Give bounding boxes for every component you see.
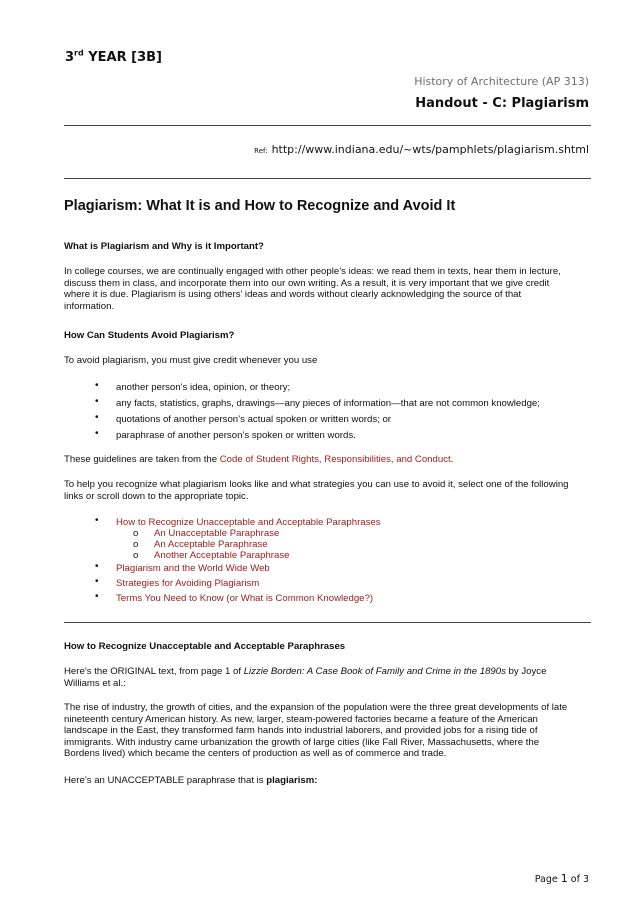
course-name: History of Architecture (AP 313) <box>414 75 589 88</box>
bullet-icon: • <box>95 428 99 439</box>
doc-title: Plagiarism: What It is and How to Recognize and Avoid It <box>64 198 456 214</box>
list-item: paraphrase of another person’s spoken or written words. <box>116 430 356 441</box>
bullet-icon: • <box>95 561 99 572</box>
list-item: quotations of another person’s actual spoken or written words; or <box>116 414 392 425</box>
link-another-acceptable-paraphrase[interactable]: Another Acceptable Paraphrase <box>154 550 290 561</box>
reference-url[interactable]: http://www.indiana.edu/~wts/pamphlets/plagiarism.shtml <box>271 143 589 156</box>
link-acceptable-paraphrase[interactable]: An Acceptable Paraphrase <box>154 539 268 550</box>
reference-divider <box>64 178 591 179</box>
sub-bullet-icon: o <box>133 539 139 550</box>
paragraph-original-text: The rise of industry, the growth of cities, and the expansion of the population were the three great developments of late nineteenth century American history. As new, larger, steam-powered factories became a feature of the American landscape in the East, they transformed farm hands into industrial laborers, and provided jobs for a rising tide of immigrants. With industry came urbanization the growth of large cities (like Fall River, Massachusetts, where the Bordens lived) which became the centers of production as well as of commerce and trade. <box>64 702 568 759</box>
link-unacceptable-paraphrase[interactable]: An Unacceptable Paraphrase <box>154 528 280 539</box>
bullet-icon: • <box>95 591 99 602</box>
section-divider <box>64 622 591 623</box>
heading-what-is: What is Plagiarism and Why is it Important? <box>64 241 264 252</box>
link-strategies[interactable]: Strategies for Avoiding Plagiarism <box>116 578 260 589</box>
code-of-conduct-link[interactable]: Code of Student Rights, Responsibilities, and Conduct <box>219 454 451 465</box>
paragraph-intro: In college courses, we are continually engaged with other people’s ideas: we read them in texts, hear them in lecture, discuss them in class, and incorporate them into our own writing. As a result, it is very important that we give credit where it is due. Plagiarism is using others’ ideas and words without clearly acknowledging the source of that information. <box>64 266 561 312</box>
bullet-icon: • <box>95 412 99 423</box>
paragraph-original-source: Here’s the ORIGINAL text, from page 1 of Lizzie Borden: A Case Book of Family and Crime in the 1890s by Joyce Williams et al.: <box>64 666 547 689</box>
paragraph-credit: To avoid plagiarism, you must give credit whenever you use <box>64 355 318 366</box>
sub-bullet-icon: o <box>133 528 139 539</box>
list-item: another person’s idea, opinion, or theory; <box>116 382 291 393</box>
list-item: any facts, statistics, graphs, drawings—any pieces of information—that are not common knowledge; <box>116 398 540 409</box>
heading-recognize: How to Recognize Unacceptable and Acceptable Paraphrases <box>64 641 346 652</box>
bullet-icon: • <box>95 515 99 526</box>
sub-bullet-icon: o <box>133 550 139 561</box>
reference: Ref: http://www.indiana.edu/~wts/pamphlets/plagiarism.shtml <box>254 143 589 156</box>
year-label: 3rd YEAR [3B] <box>65 48 162 65</box>
header-divider <box>64 125 591 126</box>
bullet-icon: • <box>95 380 99 391</box>
paragraph-guidelines: These guidelines are taken from the Code of Student Rights, Responsibilities, and Conduct. <box>64 454 454 465</box>
link-recognize-paraphrases[interactable]: How to Recognize Unacceptable and Acceptable Paraphrases <box>116 517 381 528</box>
link-world-wide-web[interactable]: Plagiarism and the World Wide Web <box>116 563 270 574</box>
page-footer: Page 1 of 3 <box>534 872 589 885</box>
bullet-icon: • <box>95 576 99 587</box>
bullet-icon: • <box>95 396 99 407</box>
link-terms[interactable]: Terms You Need to Know (or What is Common Knowledge?) <box>116 593 374 604</box>
handout-title: Handout - C: Plagiarism <box>415 96 589 111</box>
heading-avoid: How Can Students Avoid Plagiarism? <box>64 330 235 341</box>
paragraph-unacceptable: Here’s an UNACCEPTABLE paraphrase that is plagiarism: <box>64 775 318 786</box>
paragraph-help: To help you recognize what plagiarism looks like and what strategies you can use to avoid it, select one of the following links or scroll down to the appropriate topic. <box>64 479 569 502</box>
